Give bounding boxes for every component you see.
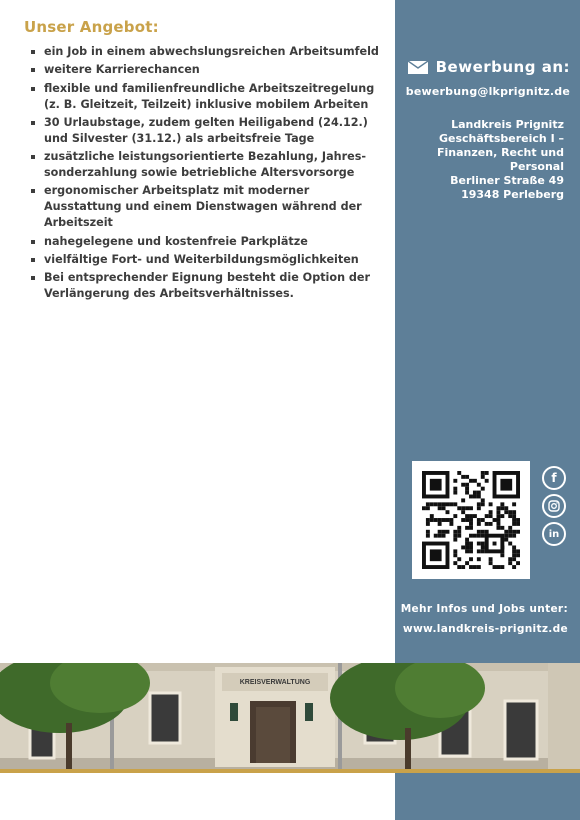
linkedin-glyph: in [548, 528, 560, 540]
website-link[interactable]: www.landkreis-prignitz.de [402, 623, 568, 635]
offer-item: ein Job in einem abwechslungsreichen Arbeitsumfeld [30, 44, 385, 60]
offer-item: 30 Urlaubstage, zudem gelten Heiligabend (24.12.) und Silvester (31.12.) als arbeitsfreie Tage [30, 115, 385, 147]
postal-address [437, 118, 564, 202]
address-line: Finanzen, Recht und [437, 146, 564, 159]
offer-item: zusätzliche leistungsorientierte Bezahlung, Jahres-sonderzahlung sowie betriebliche Altersvorsorge [30, 149, 385, 181]
facebook-glyph: f [551, 471, 557, 485]
envelope-icon [408, 61, 428, 74]
address-line: Geschäftsbereich I – [439, 132, 564, 145]
offer-item: weitere Karrierechancen [30, 62, 385, 78]
footer-blank [0, 773, 395, 820]
more-info-label: Mehr Infos und Jobs unter: [400, 603, 568, 615]
offer-item: nahegelegene und kostenfreie Parkplätze [30, 234, 385, 250]
offer-item: Bei entsprechender Eignung besteht die Option der Verlängerung des Arbeitsverhältnisses. [30, 270, 385, 302]
offer-list [30, 44, 385, 305]
offer-item: vielfältige Fort- und Weiterbildungsmöglichkeiten [30, 252, 385, 268]
qr-code-pattern [422, 471, 520, 569]
application-email-link[interactable]: bewerbung@lkprignitz.de [405, 85, 570, 98]
building-sign: KREISVERWALTUNG [239, 679, 311, 686]
address-line: Personal [509, 160, 564, 173]
instagram-glyph [548, 500, 560, 512]
application-title: Bewerbung an: [435, 58, 570, 76]
offer-title: Unser Angebot: [24, 18, 159, 36]
offer-item: ergonomischer Arbeitsplatz mit moderner Ausstattung und einem Dienstwagen während der Arbeitszeit [30, 183, 385, 231]
address-line: 19348 Perleberg [461, 188, 564, 201]
building-illustration [0, 663, 580, 770]
application-heading [408, 58, 570, 76]
qr-code[interactable] [412, 461, 530, 579]
address-line: Landkreis Prignitz [451, 118, 564, 131]
instagram-icon[interactable] [542, 494, 566, 518]
offer-item: flexible und familienfreundliche Arbeitszeitregelung (z. B. Gleitzeit, Teilzeit) inklusive mobilem Arbeiten [30, 81, 385, 113]
linkedin-icon[interactable] [542, 522, 566, 546]
facebook-icon[interactable] [542, 466, 566, 490]
address-line: Berliner Straße 49 [450, 174, 564, 187]
building-photo [0, 663, 580, 770]
